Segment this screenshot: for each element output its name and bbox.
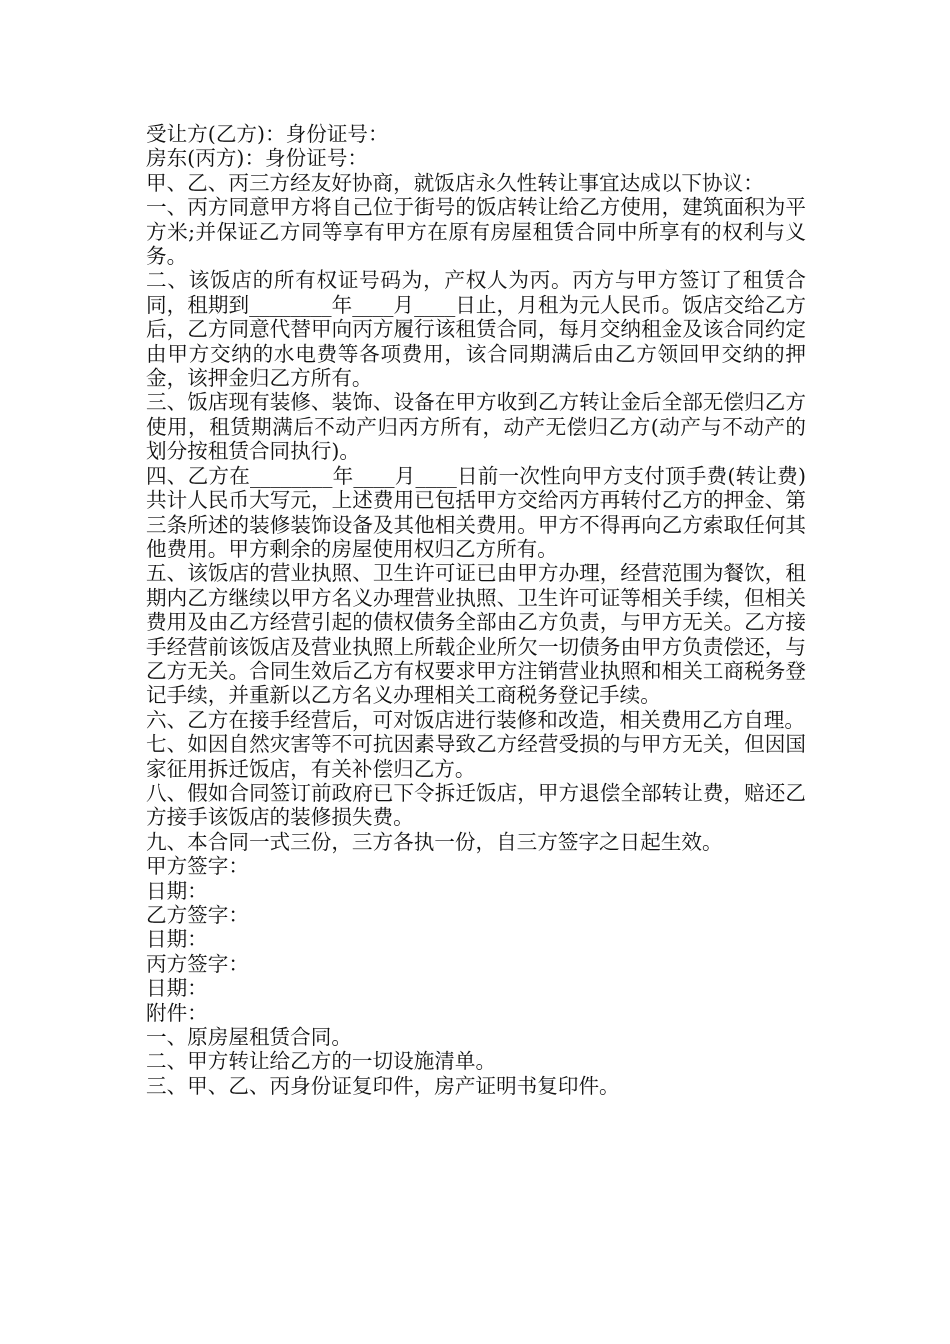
attachments-heading: 附件： — [146, 1000, 208, 1025]
paragraph-clause-3: 三、饭店现有装修、装饰、设备在甲方收到乙方转让金后全部无偿归乙方使用，租赁期满后不动产归丙方所有，动产无偿归乙方(动产与不动产的划分按租赁合同执行)。 — [146, 390, 806, 464]
attachment-item-1: 一、原房屋租赁合同。 — [146, 1025, 352, 1050]
date-party-c: 日期： — [146, 976, 208, 1001]
paragraph-preamble: 甲、乙、丙三方经友好协商，就饭店永久性转让事宜达成以下协议： — [146, 170, 764, 195]
paragraph-clause-4: 四、乙方在________年____月____日前一次性向甲方支付顶手费(转让费)共计人民币大写元，上述费用已包括甲方交给丙方再转付乙方的押金、第三条所述的装修装饰设备及其他相关费用。甲方不得再向乙方索取任何其他费用。甲方剩余的房屋使用权归乙方所有。 — [146, 463, 806, 561]
signature-party-a: 甲方签字： — [146, 854, 249, 879]
attachment-item-3: 三、甲、乙、丙身份证复印件，房产证明书复印件。 — [146, 1073, 620, 1098]
paragraph-clause-1: 一、丙方同意甲方将自己位于街号的饭店转让给乙方使用，建筑面积为平方米;并保证乙方同等享有甲方在原有房屋租赁合同中所享有的权利与义务。 — [146, 195, 806, 269]
paragraph-clause-6: 六、乙方在接手经营后，可对饭店进行装修和改造，相关费用乙方自理。 — [146, 707, 805, 732]
paragraph-clause-8: 八、假如合同签订前政府已下令拆迁饭店，甲方退偿全部转让费，赔还乙方接手该饭店的装修损失费。 — [146, 780, 806, 830]
paragraph-clause-2: 二、该饭店的所有权证号码为，产权人为丙。丙方与甲方签订了租赁合同，租期到________年____月____日止，月租为元人民币。饭店交给乙方后，乙方同意代替甲向丙方履行该租赁合同，每月交纳租金及该合同约定由甲方交纳的水电费等各项费用，该合同期满后由乙方领回甲交纳的押金，该押金归乙方所有。 — [146, 268, 806, 391]
date-party-b: 日期： — [146, 927, 208, 952]
signature-party-c: 丙方签字： — [146, 951, 249, 976]
attachment-item-2: 二、甲方转让给乙方的一切设施清单。 — [146, 1049, 497, 1074]
document-body — [146, 122, 806, 1098]
signature-party-b: 乙方签字： — [146, 903, 249, 927]
paragraph-assignee: 受让方(乙方)：身份证号： — [146, 122, 389, 146]
paragraph-clause-9: 九、本合同一式三份，三方各执一份，自三方签字之日起生效。 — [146, 829, 723, 854]
paragraph-clause-5: 五、该饭店的营业执照、卫生许可证已由甲方办理，经营范围为餐饮，租期内乙方继续以甲方名义办理营业执照、卫生许可证等相关手续，但相关费用及由乙方经营引起的债权债务全部由乙方负责，与甲方无关。乙方接手经营前该饭店及营业执照上所载企业所欠一切债务由甲方负责偿还，与乙方无关。合同生效后乙方有权要求甲方注销营业执照和相关工商税务登记手续，并重新以乙方名义办理相关工商税务登记手续。 — [146, 561, 806, 708]
paragraph-clause-7: 七、如因自然灾害等不可抗因素导致乙方经营受损的与甲方无关，但因国家征用拆迁饭店，有关补偿归乙方。 — [146, 732, 806, 781]
date-party-a: 日期： — [146, 878, 208, 903]
paragraph-landlord: 房东(丙方)：身份证号： — [146, 146, 369, 171]
